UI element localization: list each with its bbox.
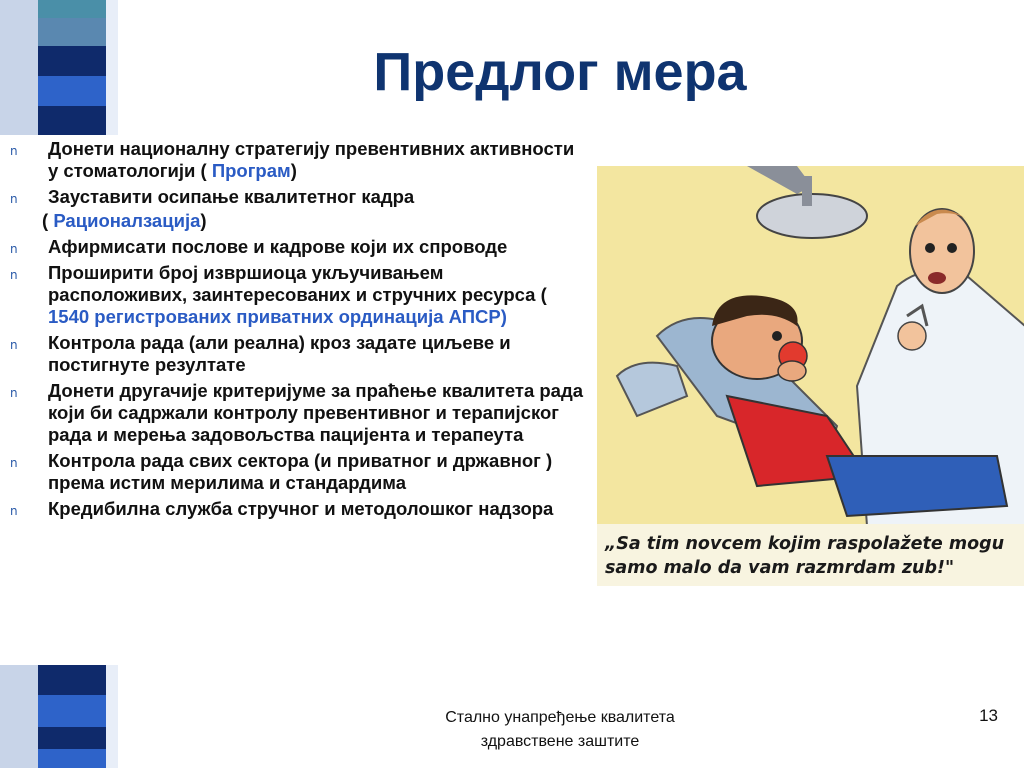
page-title: Предлог мера xyxy=(373,42,747,102)
list-item: n Зауставити осипање квалитетног кадра xyxy=(10,186,585,208)
list-item: n Контрола рада (али реална) кроз задате циљеве и постигнуте резултате xyxy=(10,332,511,375)
bullet-icon: n xyxy=(10,386,18,400)
list-item: n Кредибилна служба стручног и методолошког надзора xyxy=(10,498,585,520)
list-item: n Контрола рада свих сектора (и приватног и државног ) према истим мерилима и стандардима xyxy=(10,450,553,493)
list-item: n Афирмисати послове и кадрове који их спроводе xyxy=(10,236,585,258)
cartoon-caption: „Sa tim novcem kojim raspolažete mogu samo malo da vam razmrdam zub!" xyxy=(597,524,1024,586)
bullet-icon: n xyxy=(10,192,18,206)
list-item: n Донети националну стратегију превентивних активности у стоматологији ( Програм) xyxy=(10,138,575,181)
dentist-cartoon-image xyxy=(597,166,1024,586)
bullet-icon: n xyxy=(10,504,18,518)
decorative-stripes-top xyxy=(0,0,118,135)
highlight-text: Рационалзација xyxy=(53,210,201,231)
list-item: n Проширити број извршиоца укључивањем расположивих, заинтересованих и стручних ресурса ( 1540 регистрованих приватних ординација АПСР) xyxy=(10,262,547,327)
highlight-text: Програм xyxy=(211,160,291,181)
bullet-list xyxy=(10,138,585,524)
decorative-stripes-bottom xyxy=(0,665,118,768)
bullet-icon: n xyxy=(10,268,18,282)
footer-text: Стално унапређење квалитета здравствене заштите xyxy=(445,709,675,750)
bullet-icon: n xyxy=(10,144,18,158)
page-number: 13 xyxy=(979,706,998,725)
bullet-icon: n xyxy=(10,242,18,256)
bullet-icon: n xyxy=(10,338,18,352)
list-item-continuation: ( Рационалзација) xyxy=(42,210,207,231)
list-item: n Донети другачије критеријуме за праћење квалитета рада који би садржали контролу превентивног и терапијског рада и мерења задовољства пацијента и терапеута xyxy=(10,380,584,445)
highlight-text: 1540 регистрованих приватних ординација АПСР) xyxy=(48,306,507,327)
bullet-icon: n xyxy=(10,456,18,470)
dentist-cartoon-drawing xyxy=(597,166,1024,526)
